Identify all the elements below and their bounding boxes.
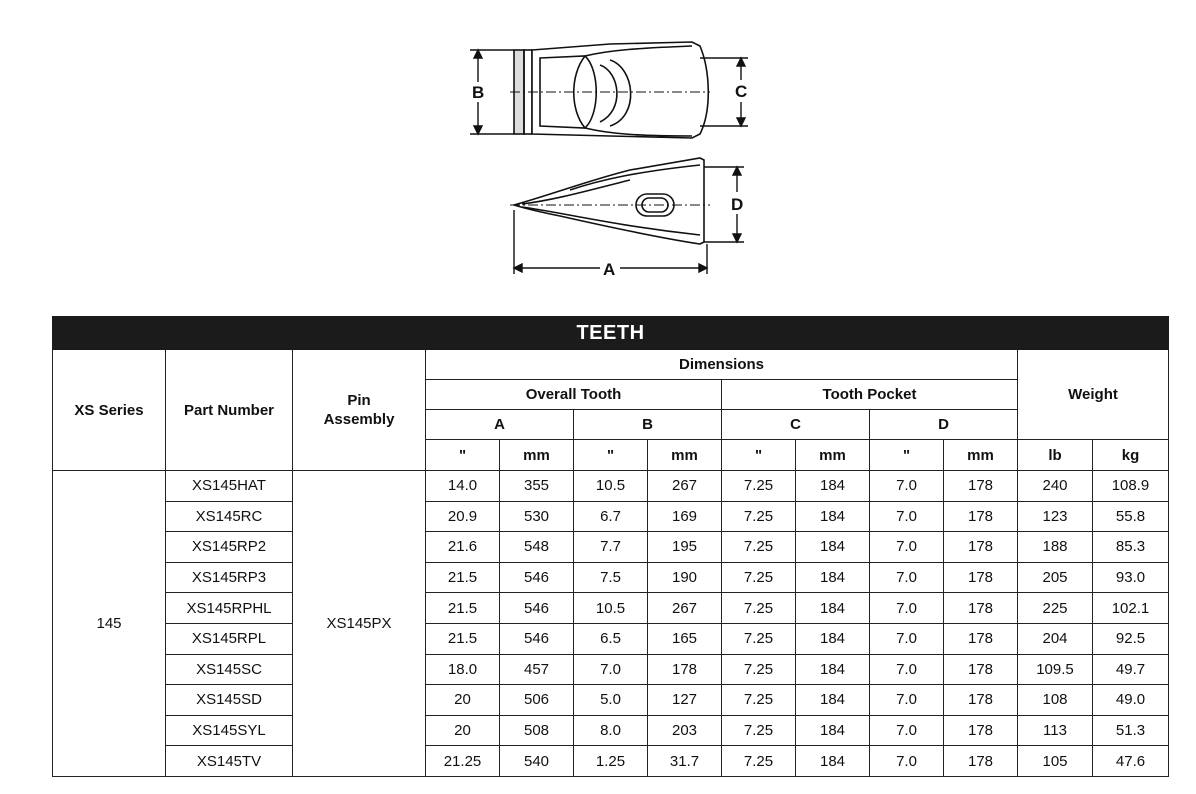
value-cell: 178 — [944, 593, 1018, 624]
unit-b-in: " — [574, 440, 648, 471]
value-cell: 165 — [648, 623, 722, 654]
value-cell: 7.25 — [722, 685, 796, 716]
header-b: B — [574, 410, 722, 440]
unit-weight-lb: lb — [1018, 440, 1093, 471]
value-cell: 184 — [796, 471, 870, 502]
value-cell: 530 — [500, 501, 574, 532]
value-cell: 190 — [648, 562, 722, 593]
value-cell: 178 — [944, 532, 1018, 563]
value-cell: 548 — [500, 532, 574, 563]
table-row — [53, 532, 1169, 563]
value-cell: 7.25 — [722, 623, 796, 654]
tooth-side-view — [510, 158, 710, 244]
value-cell: 7.0 — [870, 532, 944, 563]
value-cell: 178 — [944, 746, 1018, 777]
value-cell: 355 — [500, 471, 574, 502]
value-cell: 546 — [500, 623, 574, 654]
value-cell: 21.5 — [426, 623, 500, 654]
value-cell: 18.0 — [426, 654, 500, 685]
value-cell: 7.0 — [870, 623, 944, 654]
value-cell: 20 — [426, 715, 500, 746]
value-cell: 540 — [500, 746, 574, 777]
value-cell: 21.6 — [426, 532, 500, 563]
part-number-cell: XS145SD — [166, 685, 293, 716]
value-cell: 7.25 — [722, 654, 796, 685]
value-cell: 6.5 — [574, 623, 648, 654]
value-cell: 169 — [648, 501, 722, 532]
value-cell: 7.7 — [574, 532, 648, 563]
part-number-cell: XS145RPHL — [166, 593, 293, 624]
table-body — [53, 471, 1169, 777]
value-cell: 123 — [1018, 501, 1093, 532]
header-dimensions: Dimensions — [426, 350, 1018, 380]
value-cell: 7.25 — [722, 532, 796, 563]
value-cell: 508 — [500, 715, 574, 746]
value-cell: 21.25 — [426, 746, 500, 777]
dimension-b-label: B — [472, 83, 485, 102]
value-cell: 7.0 — [870, 471, 944, 502]
value-cell: 7.0 — [870, 501, 944, 532]
value-cell: 267 — [648, 593, 722, 624]
table-title: TEETH — [53, 317, 1169, 350]
header-c: C — [722, 410, 870, 440]
value-cell: 10.5 — [574, 471, 648, 502]
series-cell: 145 — [53, 471, 166, 777]
value-cell: 7.0 — [574, 654, 648, 685]
value-cell: 506 — [500, 685, 574, 716]
value-cell: 203 — [648, 715, 722, 746]
dimension-a-label: A — [603, 260, 616, 279]
table-row — [53, 715, 1169, 746]
value-cell: 267 — [648, 471, 722, 502]
header-d: D — [870, 410, 1018, 440]
value-cell: 49.7 — [1093, 654, 1169, 685]
value-cell: 195 — [648, 532, 722, 563]
value-cell: 55.8 — [1093, 501, 1169, 532]
header-tooth-pocket: Tooth Pocket — [722, 380, 1018, 410]
tooth-drawing — [460, 30, 760, 290]
table-row — [53, 623, 1169, 654]
value-cell: 8.0 — [574, 715, 648, 746]
value-cell: 188 — [1018, 532, 1093, 563]
table-row — [53, 562, 1169, 593]
value-cell: 7.5 — [574, 562, 648, 593]
value-cell: 457 — [500, 654, 574, 685]
unit-b-mm: mm — [648, 440, 722, 471]
value-cell: 178 — [944, 654, 1018, 685]
value-cell: 7.0 — [870, 685, 944, 716]
part-number-cell: XS145RP2 — [166, 532, 293, 563]
table-row — [53, 593, 1169, 624]
value-cell: 184 — [796, 593, 870, 624]
unit-d-mm: mm — [944, 440, 1018, 471]
value-cell: 51.3 — [1093, 715, 1169, 746]
value-cell: 14.0 — [426, 471, 500, 502]
dimension-d-label: D — [731, 195, 744, 214]
value-cell: 47.6 — [1093, 746, 1169, 777]
unit-c-mm: mm — [796, 440, 870, 471]
value-cell: 108.9 — [1093, 471, 1169, 502]
value-cell: 5.0 — [574, 685, 648, 716]
value-cell: 184 — [796, 715, 870, 746]
value-cell: 178 — [944, 715, 1018, 746]
value-cell: 184 — [796, 654, 870, 685]
unit-c-in: " — [722, 440, 796, 471]
value-cell: 31.7 — [648, 746, 722, 777]
value-cell: 20.9 — [426, 501, 500, 532]
value-cell: 546 — [500, 562, 574, 593]
value-cell: 105 — [1018, 746, 1093, 777]
value-cell: 178 — [944, 562, 1018, 593]
value-cell: 7.0 — [870, 746, 944, 777]
value-cell: 7.25 — [722, 746, 796, 777]
value-cell: 7.0 — [870, 654, 944, 685]
value-cell: 102.1 — [1093, 593, 1169, 624]
value-cell: 546 — [500, 593, 574, 624]
value-cell: 1.25 — [574, 746, 648, 777]
header-overall-tooth: Overall Tooth — [426, 380, 722, 410]
part-number-cell: XS145RPL — [166, 623, 293, 654]
value-cell: 225 — [1018, 593, 1093, 624]
value-cell: 178 — [944, 623, 1018, 654]
value-cell: 109.5 — [1018, 654, 1093, 685]
teeth-table — [52, 316, 1169, 777]
value-cell: 21.5 — [426, 593, 500, 624]
value-cell: 178 — [944, 471, 1018, 502]
value-cell: 204 — [1018, 623, 1093, 654]
value-cell: 108 — [1018, 685, 1093, 716]
header-weight: Weight — [1018, 350, 1169, 440]
value-cell: 178 — [648, 654, 722, 685]
value-cell: 85.3 — [1093, 532, 1169, 563]
value-cell: 10.5 — [574, 593, 648, 624]
value-cell: 7.25 — [722, 715, 796, 746]
value-cell: 7.0 — [870, 593, 944, 624]
value-cell: 7.0 — [870, 715, 944, 746]
header-a: A — [426, 410, 574, 440]
header-pin-assembly: Pin Assembly — [293, 350, 426, 471]
part-number-cell: XS145RC — [166, 501, 293, 532]
value-cell: 20 — [426, 685, 500, 716]
tooth-dimension-diagram — [460, 30, 760, 290]
value-cell: 184 — [796, 562, 870, 593]
part-number-cell: XS145HAT — [166, 471, 293, 502]
part-number-cell: XS145SC — [166, 654, 293, 685]
value-cell: 7.25 — [722, 593, 796, 624]
value-cell: 178 — [944, 685, 1018, 716]
value-cell: 184 — [796, 501, 870, 532]
unit-a-mm: mm — [500, 440, 574, 471]
value-cell: 184 — [796, 532, 870, 563]
header-part-number: Part Number — [166, 350, 293, 471]
value-cell: 113 — [1018, 715, 1093, 746]
table-row — [53, 471, 1169, 502]
unit-a-in: " — [426, 440, 500, 471]
unit-weight-kg: kg — [1093, 440, 1169, 471]
part-number-cell: XS145RP3 — [166, 562, 293, 593]
dimension-c-label: C — [735, 82, 748, 101]
value-cell: 7.25 — [722, 562, 796, 593]
header-xs-series: XS Series — [53, 350, 166, 471]
pin-assembly-cell: XS145PX — [293, 471, 426, 777]
value-cell: 7.25 — [722, 471, 796, 502]
value-cell: 127 — [648, 685, 722, 716]
value-cell: 21.5 — [426, 562, 500, 593]
table-row — [53, 654, 1169, 685]
value-cell: 49.0 — [1093, 685, 1169, 716]
value-cell: 240 — [1018, 471, 1093, 502]
value-cell: 92.5 — [1093, 623, 1169, 654]
value-cell: 184 — [796, 685, 870, 716]
value-cell: 205 — [1018, 562, 1093, 593]
tooth-top-view — [510, 42, 710, 138]
value-cell: 178 — [944, 501, 1018, 532]
value-cell: 184 — [796, 623, 870, 654]
value-cell: 6.7 — [574, 501, 648, 532]
value-cell: 7.0 — [870, 562, 944, 593]
part-number-cell: XS145TV — [166, 746, 293, 777]
unit-d-in: " — [870, 440, 944, 471]
value-cell: 184 — [796, 746, 870, 777]
table-row — [53, 746, 1169, 777]
part-number-cell: XS145SYL — [166, 715, 293, 746]
table-row — [53, 501, 1169, 532]
table-row — [53, 685, 1169, 716]
value-cell: 7.25 — [722, 501, 796, 532]
value-cell: 93.0 — [1093, 562, 1169, 593]
